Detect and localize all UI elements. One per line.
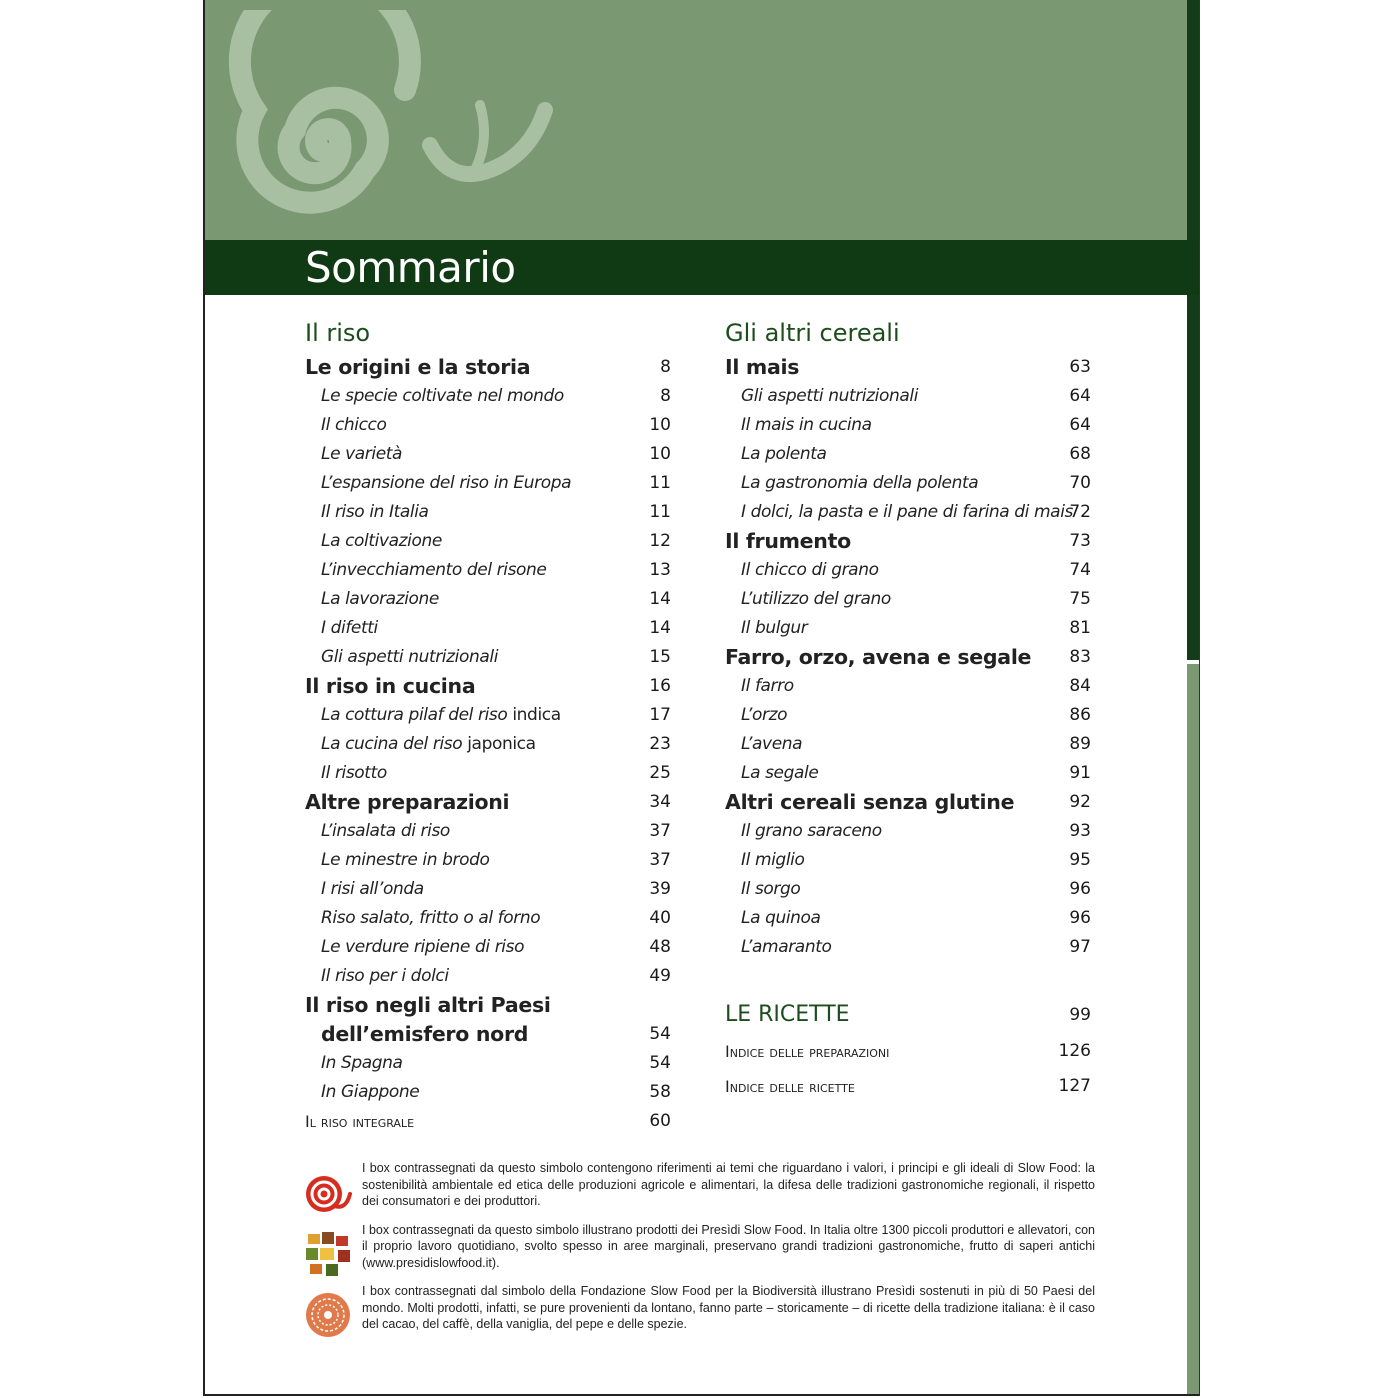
toc-entry-page: 89 bbox=[1069, 734, 1091, 754]
toc-entry-label: Le origini e la storia bbox=[305, 355, 531, 379]
toc-column-right bbox=[725, 313, 1091, 1104]
toc-entry-label: La gastronomia della polenta bbox=[741, 473, 979, 493]
toc-entry[interactable] bbox=[725, 817, 1091, 846]
spacer bbox=[725, 962, 1091, 996]
toc-entry-page: 40 bbox=[649, 908, 671, 928]
side-strip-dark bbox=[1187, 0, 1200, 660]
toc-entry-label: Il riso negli altri Paesi dell’emisfero nord bbox=[305, 993, 551, 1046]
toc-entry-page: 14 bbox=[649, 589, 671, 609]
toc-entry-label: LE RICETTE bbox=[725, 1002, 850, 1027]
toc-entry-label: Il chicco di grano bbox=[741, 560, 879, 580]
legend-note: I box contrassegnati da questo simbolo illustrano prodotti dei Presìdi Slow Food. In Italia oltre 1300 piccoli produttori e allevatori, con il proprio lavoro quotidiano, svolto spesso in aree marginali, preservano grandi tradizioni gastronomiche, frutto di saperi antichi (www.presidislowfood.it). bbox=[300, 1222, 1095, 1272]
toc-entry[interactable] bbox=[305, 353, 671, 382]
toc-entry-page: 81 bbox=[1069, 618, 1091, 638]
toc-entry[interactable] bbox=[725, 875, 1091, 904]
legend-note: I box contrassegnati da questo simbolo contengono riferimenti ai temi che riguardano i valori, i principi e gli ideali di Slow Food: la sostenibilità ambientale ed etica delle produzioni agricole e alimentari, la difesa delle tradizioni gastronomiche regionali, il rispetto dei consumatori e dei produttori. bbox=[300, 1160, 1095, 1210]
toc-entry[interactable] bbox=[725, 730, 1091, 759]
toc-entry-page: 54 bbox=[649, 1024, 671, 1044]
toc-entry-label: Il miglio bbox=[741, 850, 805, 870]
toc-entry-page: 25 bbox=[649, 763, 671, 783]
toc-entry-page: 39 bbox=[649, 879, 671, 899]
toc-entry-page: 12 bbox=[649, 531, 671, 551]
toc-entry-label: La lavorazione bbox=[321, 589, 439, 609]
side-strip-light bbox=[1187, 664, 1200, 1396]
toc-entry[interactable] bbox=[725, 585, 1091, 614]
toc-entry-page: 70 bbox=[1069, 473, 1091, 493]
section-title: Gli altri cereali bbox=[725, 319, 900, 347]
toc-entry[interactable] bbox=[725, 556, 1091, 585]
toc-entry-label: Il riso per i dolci bbox=[321, 966, 449, 986]
toc-entry-label: I risi all’onda bbox=[321, 879, 424, 899]
toc-entry-page: 11 bbox=[649, 473, 671, 493]
toc-entry[interactable] bbox=[725, 759, 1091, 788]
toc-entry[interactable] bbox=[305, 991, 671, 1049]
toc-column-left bbox=[305, 313, 671, 1136]
toc-entry[interactable] bbox=[725, 353, 1091, 382]
toc-entry[interactable] bbox=[305, 904, 671, 933]
toc-entry-page: 48 bbox=[649, 937, 671, 957]
toc-entry-label: Gli aspetti nutrizionali bbox=[741, 386, 919, 406]
toc-entry-label: Il grano saraceno bbox=[741, 821, 882, 841]
toc-entry-page: 99 bbox=[1069, 1005, 1091, 1025]
toc-entry-page: 17 bbox=[649, 705, 671, 725]
toc-entry-label: La cottura pilaf del riso indica bbox=[321, 705, 561, 725]
toc-entry-label: Il risotto bbox=[321, 763, 387, 783]
toc-entry[interactable] bbox=[725, 788, 1091, 817]
toc-entry-page: 34 bbox=[649, 792, 671, 812]
toc-entry-label: Il mais bbox=[725, 355, 800, 379]
toc-entry[interactable] bbox=[305, 1078, 671, 1107]
legend-notes bbox=[300, 1160, 1095, 1345]
toc-entry[interactable] bbox=[725, 904, 1091, 933]
toc-entry-page: 14 bbox=[649, 618, 671, 638]
toc-entry-label: La cucina del riso japonica bbox=[321, 734, 536, 754]
toc-entry-page: 96 bbox=[1069, 908, 1091, 928]
toc-entry[interactable] bbox=[305, 1107, 671, 1136]
toc-entry[interactable] bbox=[305, 498, 671, 527]
toc-entry-label: L’amaranto bbox=[741, 937, 832, 957]
toc-list bbox=[725, 353, 1091, 962]
header-band bbox=[205, 0, 1187, 240]
toc-entry[interactable] bbox=[305, 411, 671, 440]
toc-entry[interactable] bbox=[305, 1049, 671, 1078]
toc-entry[interactable] bbox=[305, 846, 671, 875]
toc-entry-label: L’avena bbox=[741, 734, 803, 754]
toc-entry[interactable] bbox=[725, 672, 1091, 701]
toc-entry-page: 91 bbox=[1069, 763, 1091, 783]
presidi-icon bbox=[302, 1228, 354, 1280]
page-title: Sommario bbox=[305, 243, 516, 292]
toc-entry-page: 37 bbox=[649, 850, 671, 870]
toc-entry-page: 127 bbox=[1058, 1076, 1091, 1096]
toc-entry-label: L’invecchiamento del risone bbox=[321, 560, 547, 580]
toc-entry[interactable] bbox=[305, 788, 671, 817]
toc-entry-label: La polenta bbox=[741, 444, 827, 464]
toc-entry-page: 58 bbox=[649, 1082, 671, 1102]
toc-entry-label: L’utilizzo del grano bbox=[741, 589, 891, 609]
toc-entry-page: 74 bbox=[1069, 560, 1091, 580]
toc-entry-page: 93 bbox=[1069, 821, 1091, 841]
toc-entry-label: Il riso in Italia bbox=[321, 502, 429, 522]
toc-entry-label: Gli aspetti nutrizionali bbox=[321, 647, 499, 667]
toc-entry-label: In Giappone bbox=[321, 1082, 420, 1102]
toc-entry-page: 95 bbox=[1069, 850, 1091, 870]
toc-entry[interactable] bbox=[305, 759, 671, 788]
toc-entry-label: Altri cereali senza glutine bbox=[725, 790, 1015, 814]
toc-entry[interactable] bbox=[305, 962, 671, 991]
toc-entry[interactable] bbox=[725, 846, 1091, 875]
toc-entry-page: 8 bbox=[660, 386, 671, 406]
toc-entry[interactable] bbox=[725, 701, 1091, 730]
toc-entry[interactable] bbox=[725, 440, 1091, 469]
toc-entry-label: I dolci, la pasta e il pane di farina di mais bbox=[741, 502, 1073, 522]
toc-entry-label: Le varietà bbox=[321, 444, 403, 464]
toc-entry-label: Il mais in cucina bbox=[741, 415, 872, 435]
toc-entry-page: 72 bbox=[1069, 502, 1091, 522]
toc-entry-page: 13 bbox=[649, 560, 671, 580]
legend-note: I box contrassegnati dal simbolo della Fondazione Slow Food per la Biodiversità illustrano Presìdi sostenuti in più di 50 Paesi del mondo. Molti prodotti, infatti, se pure provenienti da lontano, fanno parte – storicamente – di ricette della tradizione italiana: è il caso del cacao, del caffè, della vaniglia, del pepe e delle spezie. bbox=[300, 1283, 1095, 1333]
toc-entry-page: 68 bbox=[1069, 444, 1091, 464]
toc-entry-label: L’insalata di riso bbox=[321, 821, 450, 841]
biodiversity-icon bbox=[302, 1289, 354, 1341]
toc-entry-page: 60 bbox=[649, 1111, 671, 1131]
toc-entry-label: La segale bbox=[741, 763, 819, 783]
toc-entry-page: 10 bbox=[649, 415, 671, 435]
toc-entry-label: Farro, orzo, avena e segale bbox=[725, 645, 1032, 669]
toc-entry[interactable] bbox=[725, 382, 1091, 411]
toc-entry-page: 15 bbox=[649, 647, 671, 667]
toc-entry-page: 75 bbox=[1069, 589, 1091, 609]
toc-entry[interactable] bbox=[305, 585, 671, 614]
toc-entry-recipes[interactable] bbox=[725, 996, 1091, 1034]
toc-entry-page: 16 bbox=[649, 676, 671, 696]
toc-entry-label: I difetti bbox=[321, 618, 378, 638]
toc-entry-label: L’espansione del riso in Europa bbox=[321, 473, 572, 493]
toc-entry-label: Il sorgo bbox=[741, 879, 801, 899]
toc-entry[interactable] bbox=[305, 672, 671, 701]
toc-entry[interactable] bbox=[305, 817, 671, 846]
toc-entry-label: Il frumento bbox=[725, 529, 851, 553]
toc-entry-label: Altre preparazioni bbox=[305, 790, 510, 814]
toc-entry-label: Riso salato, fritto o al forno bbox=[321, 908, 541, 928]
toc-entry[interactable] bbox=[305, 440, 671, 469]
toc-entry-index[interactable] bbox=[725, 1069, 1091, 1104]
snail-logo-icon bbox=[215, 10, 555, 240]
toc-entry[interactable] bbox=[305, 730, 671, 759]
toc-entry-page: 64 bbox=[1069, 415, 1091, 435]
toc-entry[interactable] bbox=[305, 614, 671, 643]
toc-entry[interactable] bbox=[725, 643, 1091, 672]
toc-entry[interactable] bbox=[305, 701, 671, 730]
toc-entry-page: 92 bbox=[1069, 792, 1091, 812]
toc-entry[interactable] bbox=[305, 382, 671, 411]
toc-entry[interactable] bbox=[725, 614, 1091, 643]
toc-entry-label: Le minestre in brodo bbox=[321, 850, 490, 870]
toc-entry-label: Il riso in cucina bbox=[305, 674, 476, 698]
toc-entry-page: 86 bbox=[1069, 705, 1091, 725]
toc-entry-page: 63 bbox=[1069, 357, 1091, 377]
toc-entry[interactable] bbox=[725, 411, 1091, 440]
toc-list bbox=[305, 1049, 671, 1107]
snail-icon bbox=[302, 1166, 354, 1218]
toc-entry-index[interactable] bbox=[725, 1034, 1091, 1069]
toc-entry-label: La coltivazione bbox=[321, 531, 442, 551]
toc-entry-page: 11 bbox=[649, 502, 671, 522]
toc-entry-page: 54 bbox=[649, 1053, 671, 1073]
toc-entry-label: Il chicco bbox=[321, 415, 387, 435]
toc-entry[interactable] bbox=[305, 527, 671, 556]
toc-entry-page: 84 bbox=[1069, 676, 1091, 696]
toc-entry[interactable] bbox=[305, 469, 671, 498]
toc-entry[interactable] bbox=[725, 469, 1091, 498]
toc-entry[interactable] bbox=[725, 498, 1091, 527]
toc-entry-page: 96 bbox=[1069, 879, 1091, 899]
toc-entry[interactable] bbox=[725, 527, 1091, 556]
toc-entry-label: Il riso integrale bbox=[305, 1112, 415, 1131]
toc-entry[interactable] bbox=[305, 643, 671, 672]
toc-entry-label: Il farro bbox=[741, 676, 794, 696]
toc-entry-label: Indice delle preparazioni bbox=[725, 1042, 890, 1061]
toc-entry-label: Le specie coltivate nel mondo bbox=[321, 386, 564, 406]
toc-entry-page: 64 bbox=[1069, 386, 1091, 406]
toc-entry[interactable] bbox=[305, 556, 671, 585]
book-page bbox=[203, 0, 1200, 1396]
toc-entry-page: 37 bbox=[649, 821, 671, 841]
section-title: Il riso bbox=[305, 319, 371, 347]
toc-entry-label: L’orzo bbox=[741, 705, 788, 725]
toc-entry-label: Indice delle ricette bbox=[725, 1077, 855, 1096]
toc-entry-page: 83 bbox=[1069, 647, 1091, 667]
toc-entry-page: 23 bbox=[649, 734, 671, 754]
toc-entry-page: 73 bbox=[1069, 531, 1091, 551]
toc-entry[interactable] bbox=[305, 875, 671, 904]
toc-list bbox=[305, 353, 671, 991]
toc-entry-label: Il bulgur bbox=[741, 618, 808, 638]
toc-entry-page: 49 bbox=[649, 966, 671, 986]
toc-entry[interactable] bbox=[305, 933, 671, 962]
toc-entry-page: 10 bbox=[649, 444, 671, 464]
toc-entry-label: La quinoa bbox=[741, 908, 821, 928]
toc-entry-page: 97 bbox=[1069, 937, 1091, 957]
toc-entry-label: Le verdure ripiene di riso bbox=[321, 937, 525, 957]
toc-entry-page: 126 bbox=[1058, 1041, 1091, 1061]
toc-entry-label: In Spagna bbox=[321, 1053, 403, 1073]
toc-entry[interactable] bbox=[725, 933, 1091, 962]
toc-entry-page: 8 bbox=[660, 357, 671, 377]
